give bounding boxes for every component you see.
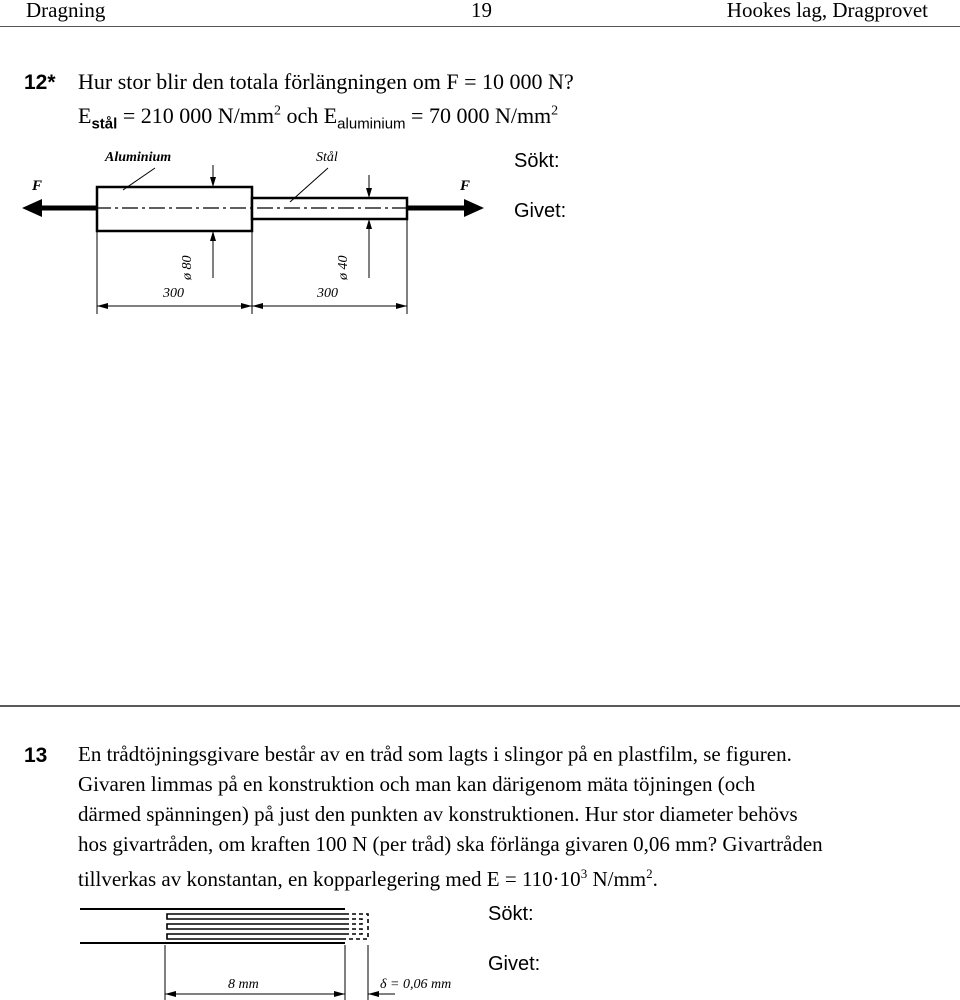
header-left: Dragning [26, 0, 106, 22]
gauge-wire-loops [167, 914, 368, 939]
gauge-delta-label: δ = 0,06 mm [380, 977, 452, 992]
problem-13-last-line-text: tillverkas av konstantan, en kopparlegering med E = 110·10 [78, 867, 581, 891]
dia80-top-arrow-icon [210, 177, 216, 187]
problem-13-number: 13 [24, 744, 48, 767]
och-word: och [286, 103, 319, 128]
label-dia-40: ø 40 [336, 255, 351, 280]
label-aluminium: Aluminium [105, 150, 172, 165]
e-alu-value: = 70 000 N/mm [411, 103, 552, 128]
e-alu-exponent: 2 [551, 103, 559, 119]
dim-arrow-icon [368, 991, 379, 997]
problem-12-number: 12* [24, 71, 56, 94]
label-dia-80: ø 80 [180, 255, 195, 280]
problem-13-line: En trådtöjningsgivare består av en tråd som lagts i slingor på en plastfilm, se figuren. [78, 742, 792, 766]
problem-13-sokt: Sökt: [488, 903, 534, 925]
e-steel-value: = 210 000 N/mm [122, 103, 274, 128]
dim-arrow-icon [165, 991, 176, 997]
dim-arrow-icon [252, 303, 263, 309]
e-steel-symbol: E [78, 103, 92, 128]
problem-12-givet: Givet: [514, 200, 567, 222]
problem-13-line: hos givartråden, om kraften 100 N (per tråd) ska förlänga givaren 0,06 mm? Givartråden [78, 832, 823, 856]
dim-arrow-icon [241, 303, 252, 309]
aluminium-part [97, 187, 252, 231]
label-force-left: F [32, 178, 43, 194]
dia40-bottom-arrow-icon [366, 219, 372, 229]
header-right: Hookes lag, Dragprovet [726, 0, 928, 22]
dia40-top-arrow-icon [366, 188, 372, 198]
e-alu-subscript: aluminium [337, 115, 406, 133]
problem-12-sokt: Sökt: [514, 150, 560, 172]
e-steel-subscript: stål [91, 115, 118, 133]
label-length-alu: 300 [163, 286, 184, 301]
left-arrowhead-icon [22, 199, 42, 217]
steel-part [252, 198, 407, 219]
problem-12-question: Hur stor blir den totala förlängningen om F = 10 000 N? [78, 69, 574, 94]
problem-13-line: därmed spänningen) på just den punkten av konstruktionen. Hur stor diameter behövs [78, 802, 798, 826]
period: . [652, 867, 658, 891]
dim-arrow-icon [396, 303, 407, 309]
label-steel: Stål [316, 150, 338, 165]
exponent: 3 [580, 866, 588, 881]
gauge-length-label: 8 mm [228, 977, 259, 992]
dim-arrow-icon [97, 303, 108, 309]
label-length-steel: 300 [317, 286, 338, 301]
right-arrowhead-icon [464, 199, 484, 217]
problem-13-givet: Givet: [488, 953, 541, 975]
label-force-right: F [460, 178, 471, 194]
exponent: 2 [646, 866, 653, 881]
problem-13-line [78, 859, 823, 894]
dia80-bottom-arrow-icon [210, 231, 216, 241]
e-steel-exponent: 2 [273, 103, 281, 119]
page-number: 19 [471, 0, 492, 22]
problem-13-text [78, 739, 823, 894]
problem-13-line: Givaren limmas på en konstruktion och man kan därigenom mäta töjningen (och [78, 772, 756, 796]
unit-text: N/mm [587, 867, 647, 891]
e-alu-symbol: E [323, 103, 338, 128]
